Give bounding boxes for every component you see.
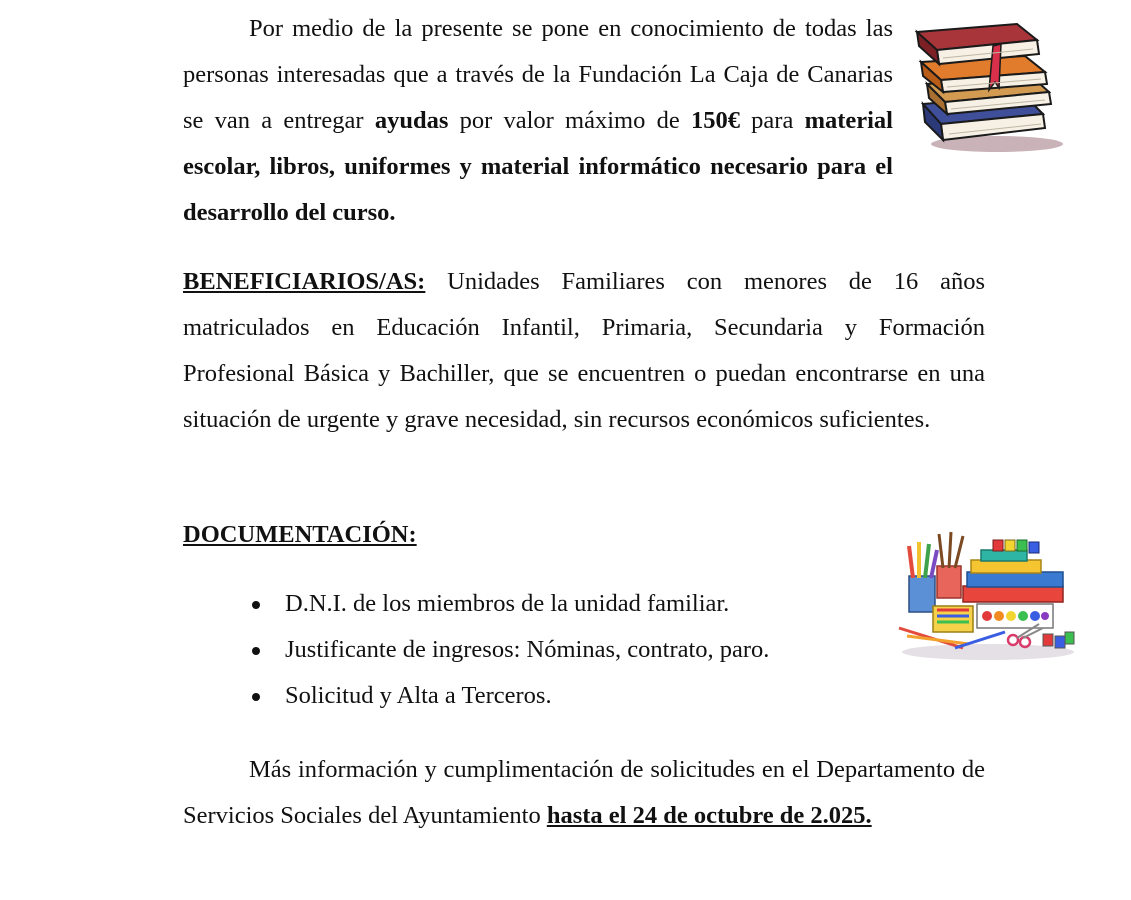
list-item <box>250 673 769 719</box>
bullet-icon <box>252 693 260 701</box>
brush-cup <box>937 566 961 598</box>
paintbrush <box>949 532 951 568</box>
more-info-paragraph <box>183 747 985 839</box>
documentation-heading: DOCUMENTACIÓN: <box>183 521 417 548</box>
notebook <box>971 560 1041 573</box>
beneficiaries-paragraph <box>183 259 985 443</box>
intro-text-3: para <box>739 107 805 134</box>
paint-cell <box>1006 611 1016 621</box>
paint-jar <box>1065 632 1074 644</box>
paint-cell <box>1041 612 1049 620</box>
books-stack-illustration <box>913 18 1065 154</box>
paint-cell <box>1030 611 1040 621</box>
intro-bold-materials: material escolar, libros, uniformes y material informático necesario para el desarrollo del curso. <box>183 107 893 226</box>
bullet-icon <box>252 601 260 609</box>
intro-bold-amount: 150€ <box>690 107 740 134</box>
scissors-handle <box>1008 635 1018 645</box>
paintbrush <box>955 536 963 568</box>
intro-text-2: por valor máximo de <box>448 107 691 134</box>
paint-jar <box>993 540 1003 551</box>
list-item-text: Justificante de ingresos: Nóminas, contrato, paro. <box>285 636 770 663</box>
list-item <box>250 581 769 627</box>
more-info-text: Más información y cumplimentación de solicitudes en el Departamento de Servicios Sociales del Ayuntamiento <box>183 756 985 829</box>
notebook <box>981 550 1027 561</box>
list-item-text: Solicitud y Alta a Terceros. <box>285 682 552 709</box>
documentation-list <box>250 581 769 719</box>
paint-jar <box>1005 540 1015 551</box>
school-supplies-illustration <box>893 528 1078 662</box>
beneficiaries-text: Unidades Familiares con menores de 16 años matriculados en Educación Infantil, Primaria, Secundaria y Formación Profesional Básica y Bachiller, que se encuentren o puedan encontrarse en una situación de urgente y grave necesidad, sin recursos económicos suficientes. <box>183 268 985 433</box>
paint-jar <box>1055 636 1065 648</box>
paint-cell <box>994 611 1004 621</box>
paint-cell <box>1018 611 1028 621</box>
paint-jar <box>1017 540 1027 551</box>
bullet-icon <box>252 647 260 655</box>
beneficiaries-heading: BENEFICIARIOS/AS: <box>183 268 426 295</box>
paint-cell <box>982 611 992 621</box>
deadline-text: hasta el 24 de octubre de 2.025. <box>546 802 872 829</box>
paint-jar <box>1029 542 1039 553</box>
intro-text-1: Por medio de la presente se pone en conocimiento de todas las personas interesadas que a través de la Fundación La Caja de Canarias se van a entregar <box>183 15 893 134</box>
list-item-text: D.N.I. de los miembros de la unidad familiar. <box>285 590 730 617</box>
list-item <box>250 627 769 673</box>
pencil <box>931 550 937 578</box>
pencil-cup <box>909 576 935 612</box>
pencil <box>925 544 929 578</box>
pencil <box>909 546 913 578</box>
notebook <box>963 586 1063 602</box>
loose-pencil <box>907 636 969 644</box>
paint-jar <box>1043 634 1053 646</box>
intro-paragraph <box>183 6 893 236</box>
intro-bold-ayudas: ayudas <box>374 107 449 134</box>
paintbrush <box>939 534 943 568</box>
notebook <box>967 572 1063 587</box>
